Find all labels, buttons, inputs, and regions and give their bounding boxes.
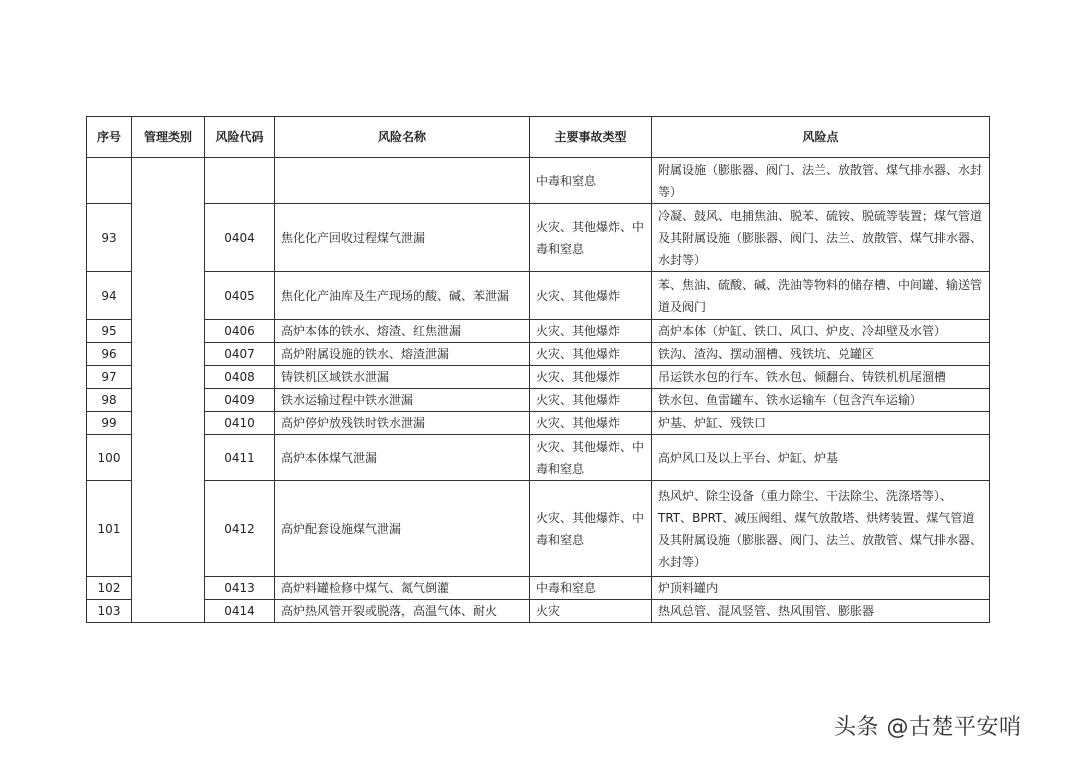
cell-code: 0414 (205, 600, 275, 623)
cell-name: 铸铁机区域铁水泄漏 (275, 366, 530, 389)
col-header-accident: 主要事故类型 (530, 117, 652, 158)
cell-code (205, 158, 275, 204)
cell-points: 冷凝、鼓风、电捕焦油、脱苯、硫铵、脱硫等装置；煤气管道及其附属设施（膨胀器、阀门、法兰、放散管、煤气排水器、水封等） (652, 204, 990, 272)
cell-no: 99 (87, 412, 132, 435)
table-row (87, 577, 990, 600)
cell-no: 103 (87, 600, 132, 623)
table-row (87, 389, 990, 412)
table-row (87, 343, 990, 366)
cell-code: 0412 (205, 481, 275, 577)
col-header-category: 管理类别 (132, 117, 205, 158)
risk-table (86, 116, 990, 623)
cell-code: 0413 (205, 577, 275, 600)
cell-points: 高炉风口及以上平台、炉缸、炉基 (652, 435, 990, 481)
cell-points: 热风炉、除尘设备（重力除尘、干法除尘、洗涤塔等）、TRT、BPRT、减压阀组、煤气放散塔、烘烤装置、煤气管道及其附属设施（膨胀器、阀门、法兰、放散管、煤气排水器、水封等） (652, 481, 990, 577)
cell-accident: 火灾、其他爆炸 (530, 366, 652, 389)
cell-accident: 火灾、其他爆炸、中毒和窒息 (530, 435, 652, 481)
cell-code: 0405 (205, 272, 275, 320)
header-row (87, 117, 990, 158)
cell-name: 焦化化产回收过程煤气泄漏 (275, 204, 530, 272)
cell-points: 炉顶料罐内 (652, 577, 990, 600)
cell-name: 铁水运输过程中铁水泄漏 (275, 389, 530, 412)
table-row (87, 320, 990, 343)
cell-accident: 中毒和窒息 (530, 577, 652, 600)
cell-name (275, 158, 530, 204)
table-row (87, 481, 990, 577)
cell-accident: 火灾、其他爆炸、中毒和窒息 (530, 204, 652, 272)
cell-no: 96 (87, 343, 132, 366)
table-row (87, 272, 990, 320)
cell-name: 高炉本体的铁水、熔渣、红焦泄漏 (275, 320, 530, 343)
cell-code: 0409 (205, 389, 275, 412)
table-row (87, 600, 990, 623)
cell-no: 102 (87, 577, 132, 600)
cell-points: 铁沟、渣沟、摆动溜槽、残铁坑、兑罐区 (652, 343, 990, 366)
cell-code: 0407 (205, 343, 275, 366)
cell-accident: 火灾、其他爆炸、中毒和窒息 (530, 481, 652, 577)
col-header-code: 风险代码 (205, 117, 275, 158)
watermark: 头条 @古楚平安哨 (834, 715, 1022, 740)
cell-points: 炉基、炉缸、残铁口 (652, 412, 990, 435)
cell-name: 高炉配套设施煤气泄漏 (275, 481, 530, 577)
cell-points: 吊运铁水包的行车、铁水包、倾翻台、铸铁机机尾溜槽 (652, 366, 990, 389)
table-row (87, 366, 990, 389)
cell-accident: 火灾、其他爆炸 (530, 343, 652, 366)
table-row (87, 412, 990, 435)
cell-code: 0410 (205, 412, 275, 435)
col-header-points: 风险点 (652, 117, 990, 158)
cell-name: 高炉附属设施的铁水、熔渣泄漏 (275, 343, 530, 366)
cell-name: 高炉停炉放残铁时铁水泄漏 (275, 412, 530, 435)
table-row (87, 158, 990, 204)
cell-code: 0404 (205, 204, 275, 272)
cell-category (132, 158, 205, 623)
cell-name: 高炉热风管开裂或脱落，高温气体、耐火 (275, 600, 530, 623)
table-row (87, 204, 990, 272)
cell-points: 附属设施（膨胀器、阀门、法兰、放散管、煤气排水器、水封等） (652, 158, 990, 204)
cell-name: 高炉料罐检修中煤气、氮气倒灌 (275, 577, 530, 600)
cell-points: 热风总管、混风竖管、热风围管、膨胀器 (652, 600, 990, 623)
cell-name: 高炉本体煤气泄漏 (275, 435, 530, 481)
cell-accident: 火灾、其他爆炸 (530, 389, 652, 412)
cell-no (87, 158, 132, 204)
cell-name: 焦化化产油库及生产现场的酸、碱、苯泄漏 (275, 272, 530, 320)
cell-code: 0411 (205, 435, 275, 481)
cell-no: 101 (87, 481, 132, 577)
cell-no: 93 (87, 204, 132, 272)
cell-points: 铁水包、鱼雷罐车、铁水运输车（包含汽车运输） (652, 389, 990, 412)
cell-accident: 火灾、其他爆炸 (530, 272, 652, 320)
cell-code: 0408 (205, 366, 275, 389)
cell-no: 95 (87, 320, 132, 343)
table-row (87, 435, 990, 481)
cell-accident: 火灾、其他爆炸 (530, 320, 652, 343)
cell-no: 98 (87, 389, 132, 412)
cell-no: 100 (87, 435, 132, 481)
cell-points: 高炉本体（炉缸、铁口、风口、炉皮、冷却壁及水管） (652, 320, 990, 343)
col-header-name: 风险名称 (275, 117, 530, 158)
cell-points: 苯、焦油、硫酸、碱、洗油等物料的储存槽、中间罐、输送管道及阀门 (652, 272, 990, 320)
cell-code: 0406 (205, 320, 275, 343)
cell-no: 94 (87, 272, 132, 320)
cell-accident: 火灾、其他爆炸 (530, 412, 652, 435)
col-header-no: 序号 (87, 117, 132, 158)
cell-accident: 中毒和窒息 (530, 158, 652, 204)
cell-accident: 火灾 (530, 600, 652, 623)
cell-no: 97 (87, 366, 132, 389)
